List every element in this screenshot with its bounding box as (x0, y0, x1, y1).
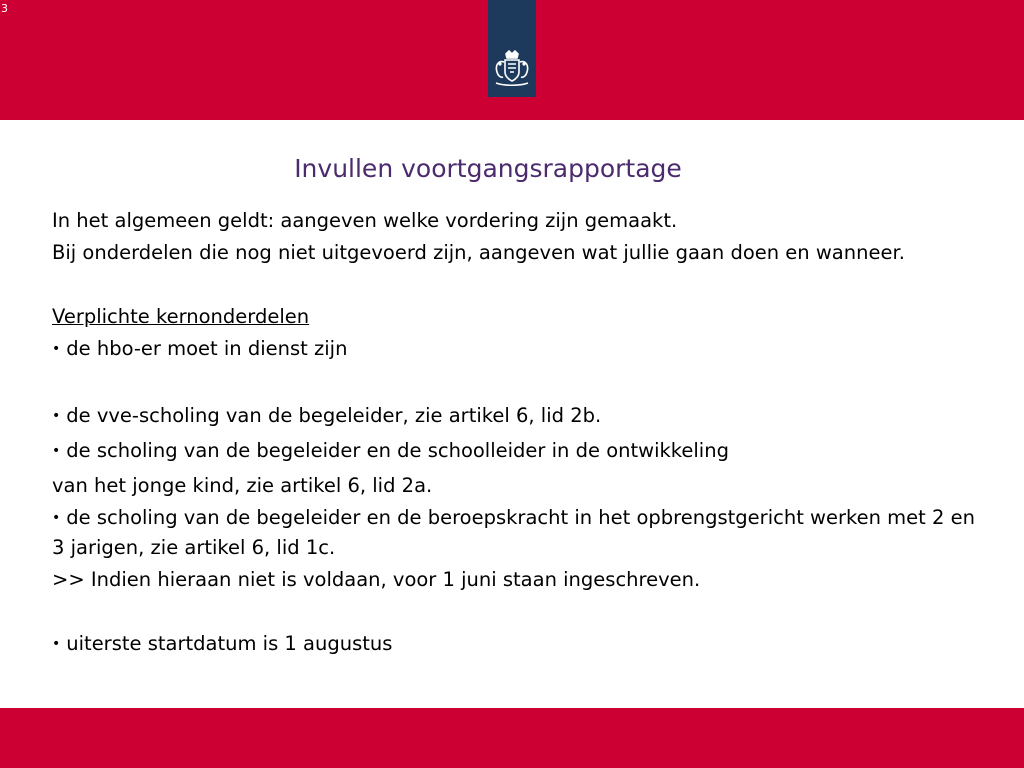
bullet-text: de scholing van de begeleider en de schoolleider in de ontwikkeling (66, 439, 729, 462)
bullet-text: de hbo-er moet in dienst zijn (66, 337, 348, 360)
bullet-icon: • (52, 408, 61, 424)
coat-of-arms-icon (490, 50, 534, 90)
footer-band (0, 708, 1024, 768)
bullet-text: de scholing van de begeleider en de beroepskracht in het opbrengstgericht werken met 2 en 3 jarigen, zie artikel 6, lid 1c. (52, 506, 975, 559)
intro-line-1: In het algemeen geldt: aangeven welke vordering zijn gemaakt. (52, 209, 678, 232)
emblem-box (488, 0, 536, 97)
section-heading: Verplichte kernonderdelen (52, 305, 310, 328)
bullet-item (52, 504, 982, 561)
bullet-icon: • (52, 636, 61, 652)
slide-title: Invullen voortgangsrapportage (294, 154, 682, 183)
bullet-text: de vve-scholing van de begeleider, zie artikel 6, lid 2b. (66, 404, 602, 427)
continuation-line: van het jonge kind, zie artikel 6, lid 2a. (52, 474, 433, 497)
bullet-icon: • (52, 510, 61, 526)
bullet-icon: • (52, 341, 61, 357)
header-band (0, 0, 1024, 120)
bullet-item (52, 402, 982, 432)
intro-line-2: Bij onderdelen die nog niet uitgevoerd zijn, aangeven wat jullie gaan doen en wanneer. (52, 241, 905, 264)
note-line: >> Indien hieraan niet is voldaan, voor 1 juni staan ingeschreven. (52, 568, 701, 591)
bullet-item (52, 335, 982, 365)
bullet-item (52, 630, 982, 660)
slide-body (52, 207, 982, 665)
slide-number: 3 (1, 2, 8, 15)
bullet-text: uiterste startdatum is 1 augustus (66, 632, 393, 655)
bullet-icon: • (52, 443, 61, 459)
bullet-item (52, 437, 982, 467)
